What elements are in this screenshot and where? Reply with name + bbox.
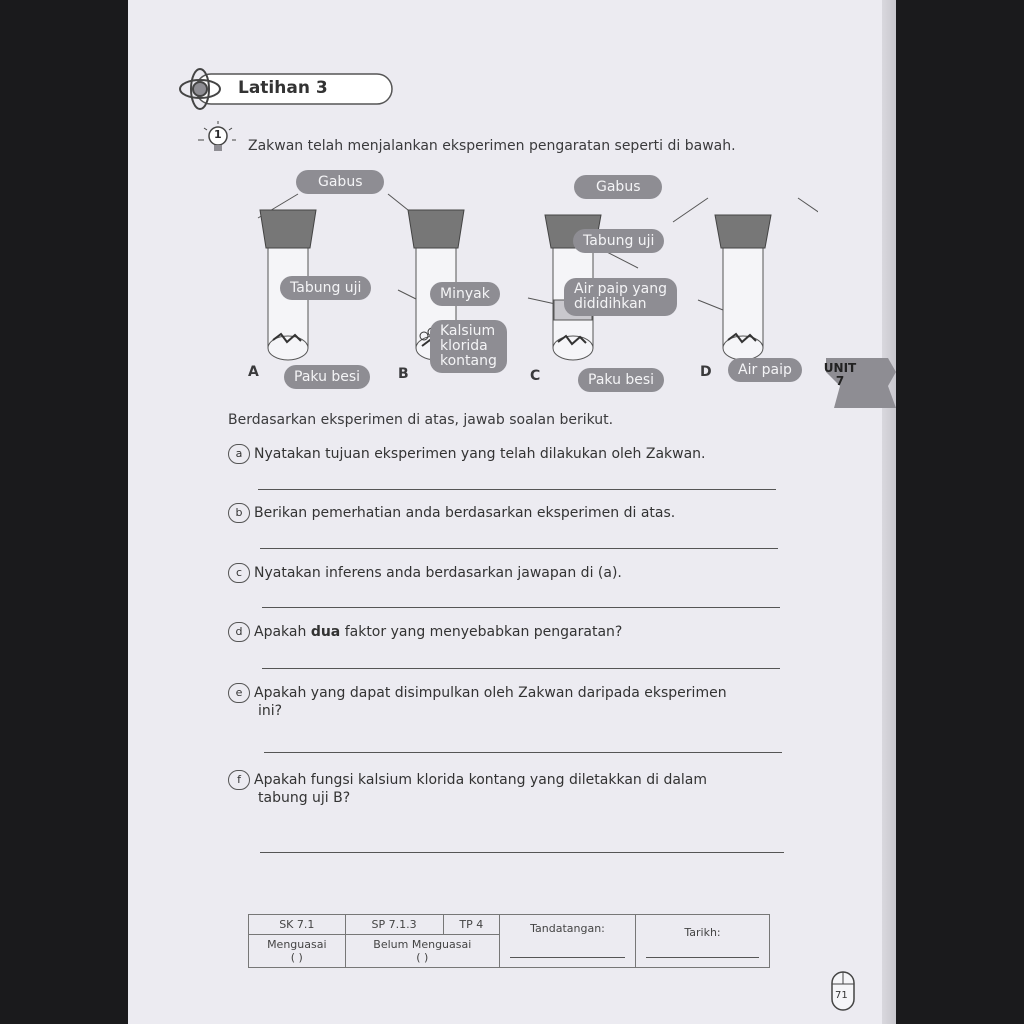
tarikh-cell[interactable]: Tarikh: (636, 915, 770, 968)
label-gabus-right: Gabus (574, 175, 662, 199)
experiment-diagram (218, 160, 818, 390)
answer-line-b[interactable] (260, 548, 778, 549)
question-a: a Nyatakan tujuan eksperimen yang telah dilakukan oleh Zakwan. (228, 444, 705, 464)
label-air-didih: Air paip yang dididihkan (564, 278, 677, 316)
sk-cell: SK 7.1 (249, 915, 346, 935)
assessment-table (248, 914, 770, 968)
answer-line-d[interactable] (262, 668, 780, 669)
question-f: f Apakah fungsi kalsium klorida kontang yang diletakkan di dalam tabung uji B? (228, 770, 707, 806)
label-gabus-left: Gabus (296, 170, 384, 194)
question-b: b Berikan pemerhatian anda berdasarkan eksperimen di atas. (228, 503, 675, 523)
label-air-paip: Air paip (728, 358, 802, 382)
tube-label-c: C (530, 368, 541, 384)
tp-cell: TP 4 (443, 915, 499, 935)
tube-label-b: B (398, 366, 409, 382)
section-title: Latihan 3 (238, 78, 328, 98)
test-tube-d (715, 215, 771, 360)
instruction-text: Berdasarkan eksperimen di atas, jawab soalan berikut. (228, 412, 614, 428)
tube-label-d: D (700, 364, 712, 380)
sp-cell: SP 7.1.3 (345, 915, 443, 935)
label-minyak: Minyak (430, 282, 500, 306)
intro-text: Zakwan telah menjalankan eksperimen pengaratan seperti di bawah. (248, 138, 736, 154)
question-c: c Nyatakan inferens anda berdasarkan jawapan di (a). (228, 563, 622, 583)
answer-line-f[interactable] (260, 852, 784, 853)
label-paku-besi-right: Paku besi (578, 368, 664, 392)
question-number: 1 (214, 128, 222, 141)
answer-line-a[interactable] (258, 489, 776, 490)
page-number: 71 (835, 990, 848, 1001)
label-tabung-uji-right: Tabung uji (573, 229, 664, 253)
label-tabung-uji-left: Tabung uji (280, 276, 371, 300)
belum-menguasai-cell[interactable]: Belum Menguasai ( ) (345, 935, 499, 968)
tube-label-a: A (248, 364, 259, 380)
question-e: e Apakah yang dapat disimpulkan oleh Zakwan daripada eksperimen ini? (228, 683, 727, 719)
unit-label: UNIT 7 (823, 361, 857, 388)
answer-line-e[interactable] (264, 752, 782, 753)
answer-line-c[interactable] (262, 607, 780, 608)
tandatangan-cell[interactable]: Tandatangan: (500, 915, 636, 968)
label-paku-besi-left: Paku besi (284, 365, 370, 389)
label-kalsium: Kalsium klorida kontang (430, 320, 507, 373)
menguasai-cell[interactable]: Menguasai ( ) (249, 935, 346, 968)
worksheet-page (128, 0, 896, 1024)
page-edge-shadow (882, 0, 896, 1024)
question-d: d Apakah dua faktor yang menyebabkan pengaratan? (228, 622, 622, 642)
